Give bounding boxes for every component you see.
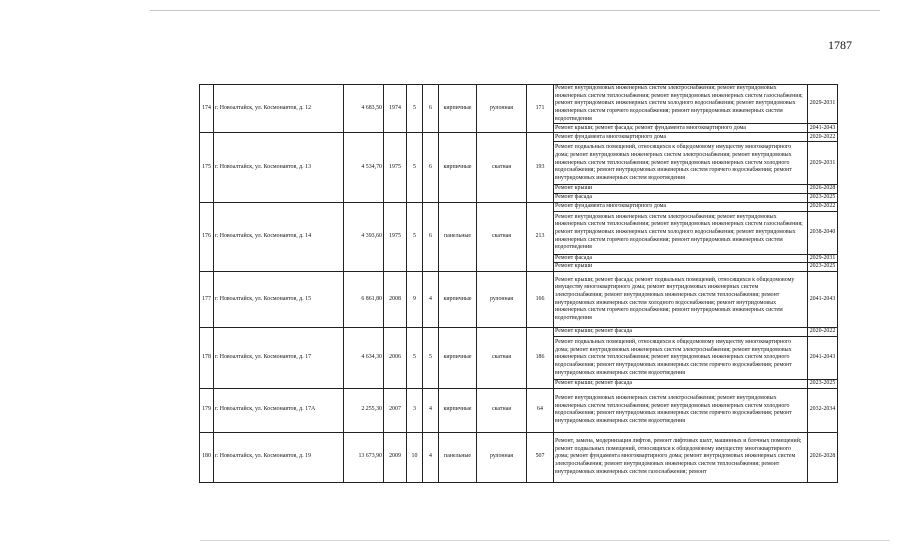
house-residents: 193 (527, 133, 554, 202)
house-floors: 5 (407, 328, 423, 389)
work-description: Ремонт внутридомовых инженерных систем электроснабжения; ремонт внутридомовых инженерных систем теплоснабжения; ремонт внутридомовых инженерных систем газоснабжения; ремонт внутридомовых инженерных систем холодного водоснабжения; ремонт внутридомовых инженерных систем горячего водоснабжения; ремонт внутридомовых инженерных систем водоотведения (554, 85, 808, 124)
house-number: 178 (200, 328, 214, 389)
house-year: 2009 (384, 432, 407, 482)
house-area: 2 255,30 (344, 388, 384, 432)
house-roof: скатная (477, 202, 527, 271)
table-row (200, 272, 838, 328)
work-period: 2020-2022 (808, 202, 838, 211)
house-roof: скатная (477, 328, 527, 389)
house-address: г. Новоалтайск, ул. Космонавтов, д. 17А (214, 388, 344, 432)
house-address: г. Новоалтайск, ул. Космонавтов, д. 12 (214, 85, 344, 133)
work-period: 2023-2025 (808, 194, 838, 203)
house-entrances: 4 (423, 432, 439, 482)
work-period: 2032-2034 (808, 388, 838, 432)
house-entrances: 4 (423, 272, 439, 328)
house-number: 179 (200, 388, 214, 432)
house-residents: 166 (527, 272, 554, 328)
work-period: 2029-2031 (808, 254, 838, 263)
work-period: 2026-2028 (808, 432, 838, 482)
house-year: 2006 (384, 328, 407, 389)
table-row (200, 328, 838, 337)
table-body (200, 85, 838, 483)
table-row (200, 85, 838, 124)
work-description: Ремонт фасада (554, 254, 808, 263)
table-row (200, 432, 838, 482)
house-walls: панельные (439, 432, 477, 482)
house-address: г. Новоалтайск, ул. Космонавтов, д. 14 (214, 202, 344, 271)
house-number: 180 (200, 432, 214, 482)
house-floors: 9 (407, 272, 423, 328)
house-area: 4 683,50 (344, 85, 384, 133)
house-roof: скатная (477, 133, 527, 202)
house-address: г. Новоалтайск, ул. Космонавтов, д. 19 (214, 432, 344, 482)
work-period: 2026-2028 (808, 185, 838, 194)
house-floors: 3 (407, 388, 423, 432)
house-roof: рулонная (477, 432, 527, 482)
house-roof: рулонная (477, 272, 527, 328)
house-area: 4 634,30 (344, 328, 384, 389)
house-walls: панельные (439, 202, 477, 271)
house-area: 4 393,60 (344, 202, 384, 271)
work-period: 2038-2040 (808, 211, 838, 254)
house-number: 176 (200, 202, 214, 271)
work-description: Ремонт крыши (554, 263, 808, 272)
house-floors: 5 (407, 202, 423, 271)
scan-top-edge (150, 10, 880, 11)
house-floors: 10 (407, 432, 423, 482)
house-area: 13 673,90 (344, 432, 384, 482)
house-entrances: 4 (423, 388, 439, 432)
house-floors: 5 (407, 133, 423, 202)
house-year: 1975 (384, 202, 407, 271)
house-address: г. Новоалтайск, ул. Космонавтов, д. 15 (214, 272, 344, 328)
scan-bottom-edge (200, 540, 890, 541)
house-walls: кирпичные (439, 85, 477, 133)
work-period: 2041-2043 (808, 124, 838, 133)
work-period: 2041-2043 (808, 337, 838, 380)
table-row (200, 133, 838, 142)
house-entrances: 6 (423, 85, 439, 133)
house-residents: 213 (527, 202, 554, 271)
work-description: Ремонт крыши; ремонт фасада; ремонт подвальных помещений, относящихся к общедомовому имуществу многоквартирного дома; ремонт внутридомовых инженерных систем электроснабжения; ремонт внутридомовых инженерных систем теплоснабжения; ремонт внутридомовых инженерных систем холодного водоснабжения; ремонт внутридомовых инженерных систем горячего водоснабжения; ремонт внутридомовых инженерных систем водоотведения (554, 272, 808, 328)
house-year: 1974 (384, 85, 407, 133)
work-description: Ремонт крыши; ремонт фасада; ремонт фундамента многоквартирного дома (554, 124, 808, 133)
house-area: 4 534,70 (344, 133, 384, 202)
work-description: Ремонт подвальных помещений, относящихся к общедомовому имуществу многоквартирного дома; ремонт внутридомовых инженерных систем электроснабжения; ремонт внутридомовых инженерных систем теплоснабжения; ремонт внутридомовых инженерных систем холодного водоснабжения; ремонт внутридомовых инженерных систем горячего водоснабжения; ремонт внутридомовых инженерных систем водоотведения (554, 337, 808, 380)
house-year: 1975 (384, 133, 407, 202)
work-description: Ремонт подвальных помещений, относящихся к общедомовому имуществу многоквартирного дома; ремонт внутридомовых инженерных систем электроснабжения; ремонт внутридомовых инженерных систем теплоснабжения; ремонт внутридомовых инженерных систем холодного водоснабжения; ремонт внутридомовых инженерных систем горячего водоснабжения; ремонт внутридомовых инженерных систем водоотведения (554, 142, 808, 185)
work-period: 2041-2043 (808, 272, 838, 328)
work-period: 2029-2031 (808, 85, 838, 124)
house-entrances: 5 (423, 328, 439, 389)
house-roof: рулонная (477, 85, 527, 133)
work-period: 2023-2025 (808, 380, 838, 389)
work-description: Ремонт фасада (554, 194, 808, 203)
house-address: г. Новоалтайск, ул. Космонавтов, д. 13 (214, 133, 344, 202)
work-description: Ремонт фундамента многоквартирного дома (554, 202, 808, 211)
house-number: 175 (200, 133, 214, 202)
house-address: г. Новоалтайск, ул. Космонавтов, д. 17 (214, 328, 344, 389)
work-period: 2029-2031 (808, 142, 838, 185)
house-residents: 186 (527, 328, 554, 389)
work-period: 2023-2025 (808, 263, 838, 272)
table-row (200, 202, 838, 211)
house-floors: 5 (407, 85, 423, 133)
house-residents: 171 (527, 85, 554, 133)
work-description: Ремонт крыши; ремонт фасада (554, 380, 808, 389)
house-roof: скатная (477, 388, 527, 432)
page-number: 1787 (828, 38, 852, 52)
house-number: 177 (200, 272, 214, 328)
house-walls: кирпичные (439, 272, 477, 328)
house-year: 2007 (384, 388, 407, 432)
work-description: Ремонт крыши; ремонт фасада (554, 328, 808, 337)
work-description: Ремонт внутридомовых инженерных систем электроснабжения; ремонт внутридомовых инженерных систем теплоснабжения; ремонт внутридомовых инженерных систем холодного водоснабжения; ремонт внутридомовых инженерных систем горячего водоснабжения; ремонт внутридомовых инженерных систем водоотведения (554, 388, 808, 432)
work-period: 2020-2022 (808, 328, 838, 337)
house-entrances: 6 (423, 133, 439, 202)
work-description: Ремонт внутридомовых инженерных систем электроснабжения; ремонт внутридомовых инженерных систем теплоснабжения; ремонт внутридомовых инженерных систем газоснабжения; ремонт внутридомовых инженерных систем холодного водоснабжения; ремонт внутридомовых инженерных систем горячего водоснабжения; ремонт внутридомовых инженерных систем водоотведения (554, 211, 808, 254)
house-residents: 507 (527, 432, 554, 482)
house-area: 6 861,80 (344, 272, 384, 328)
work-period: 2020-2022 (808, 133, 838, 142)
work-description: Ремонт крыши (554, 185, 808, 194)
house-entrances: 6 (423, 202, 439, 271)
house-year: 2008 (384, 272, 407, 328)
house-walls: кирпичные (439, 328, 477, 389)
housing-repair-table (199, 84, 838, 483)
house-walls: кирпичные (439, 133, 477, 202)
work-description: Ремонт фундамента многоквартирного дома (554, 133, 808, 142)
work-description: Ремонт, замена, модернизация лифтов, ремонт лифтовых шахт, машинных и блочных помещений; ремонт подвальных помещений, относящихся к общедомовому имуществу многоквартирного дома; ремонт фундамента многоквартирного дома; ремонт внутридомовых инженерных систем электроснабжения; ремонт внутридомовых инженерных систем теплоснабжения; ремонт внутридомовых инженерных систем газоснабжения; ремонт (554, 432, 808, 482)
table-row (200, 388, 838, 432)
house-number: 174 (200, 85, 214, 133)
house-walls: кирпичные (439, 388, 477, 432)
house-residents: 64 (527, 388, 554, 432)
